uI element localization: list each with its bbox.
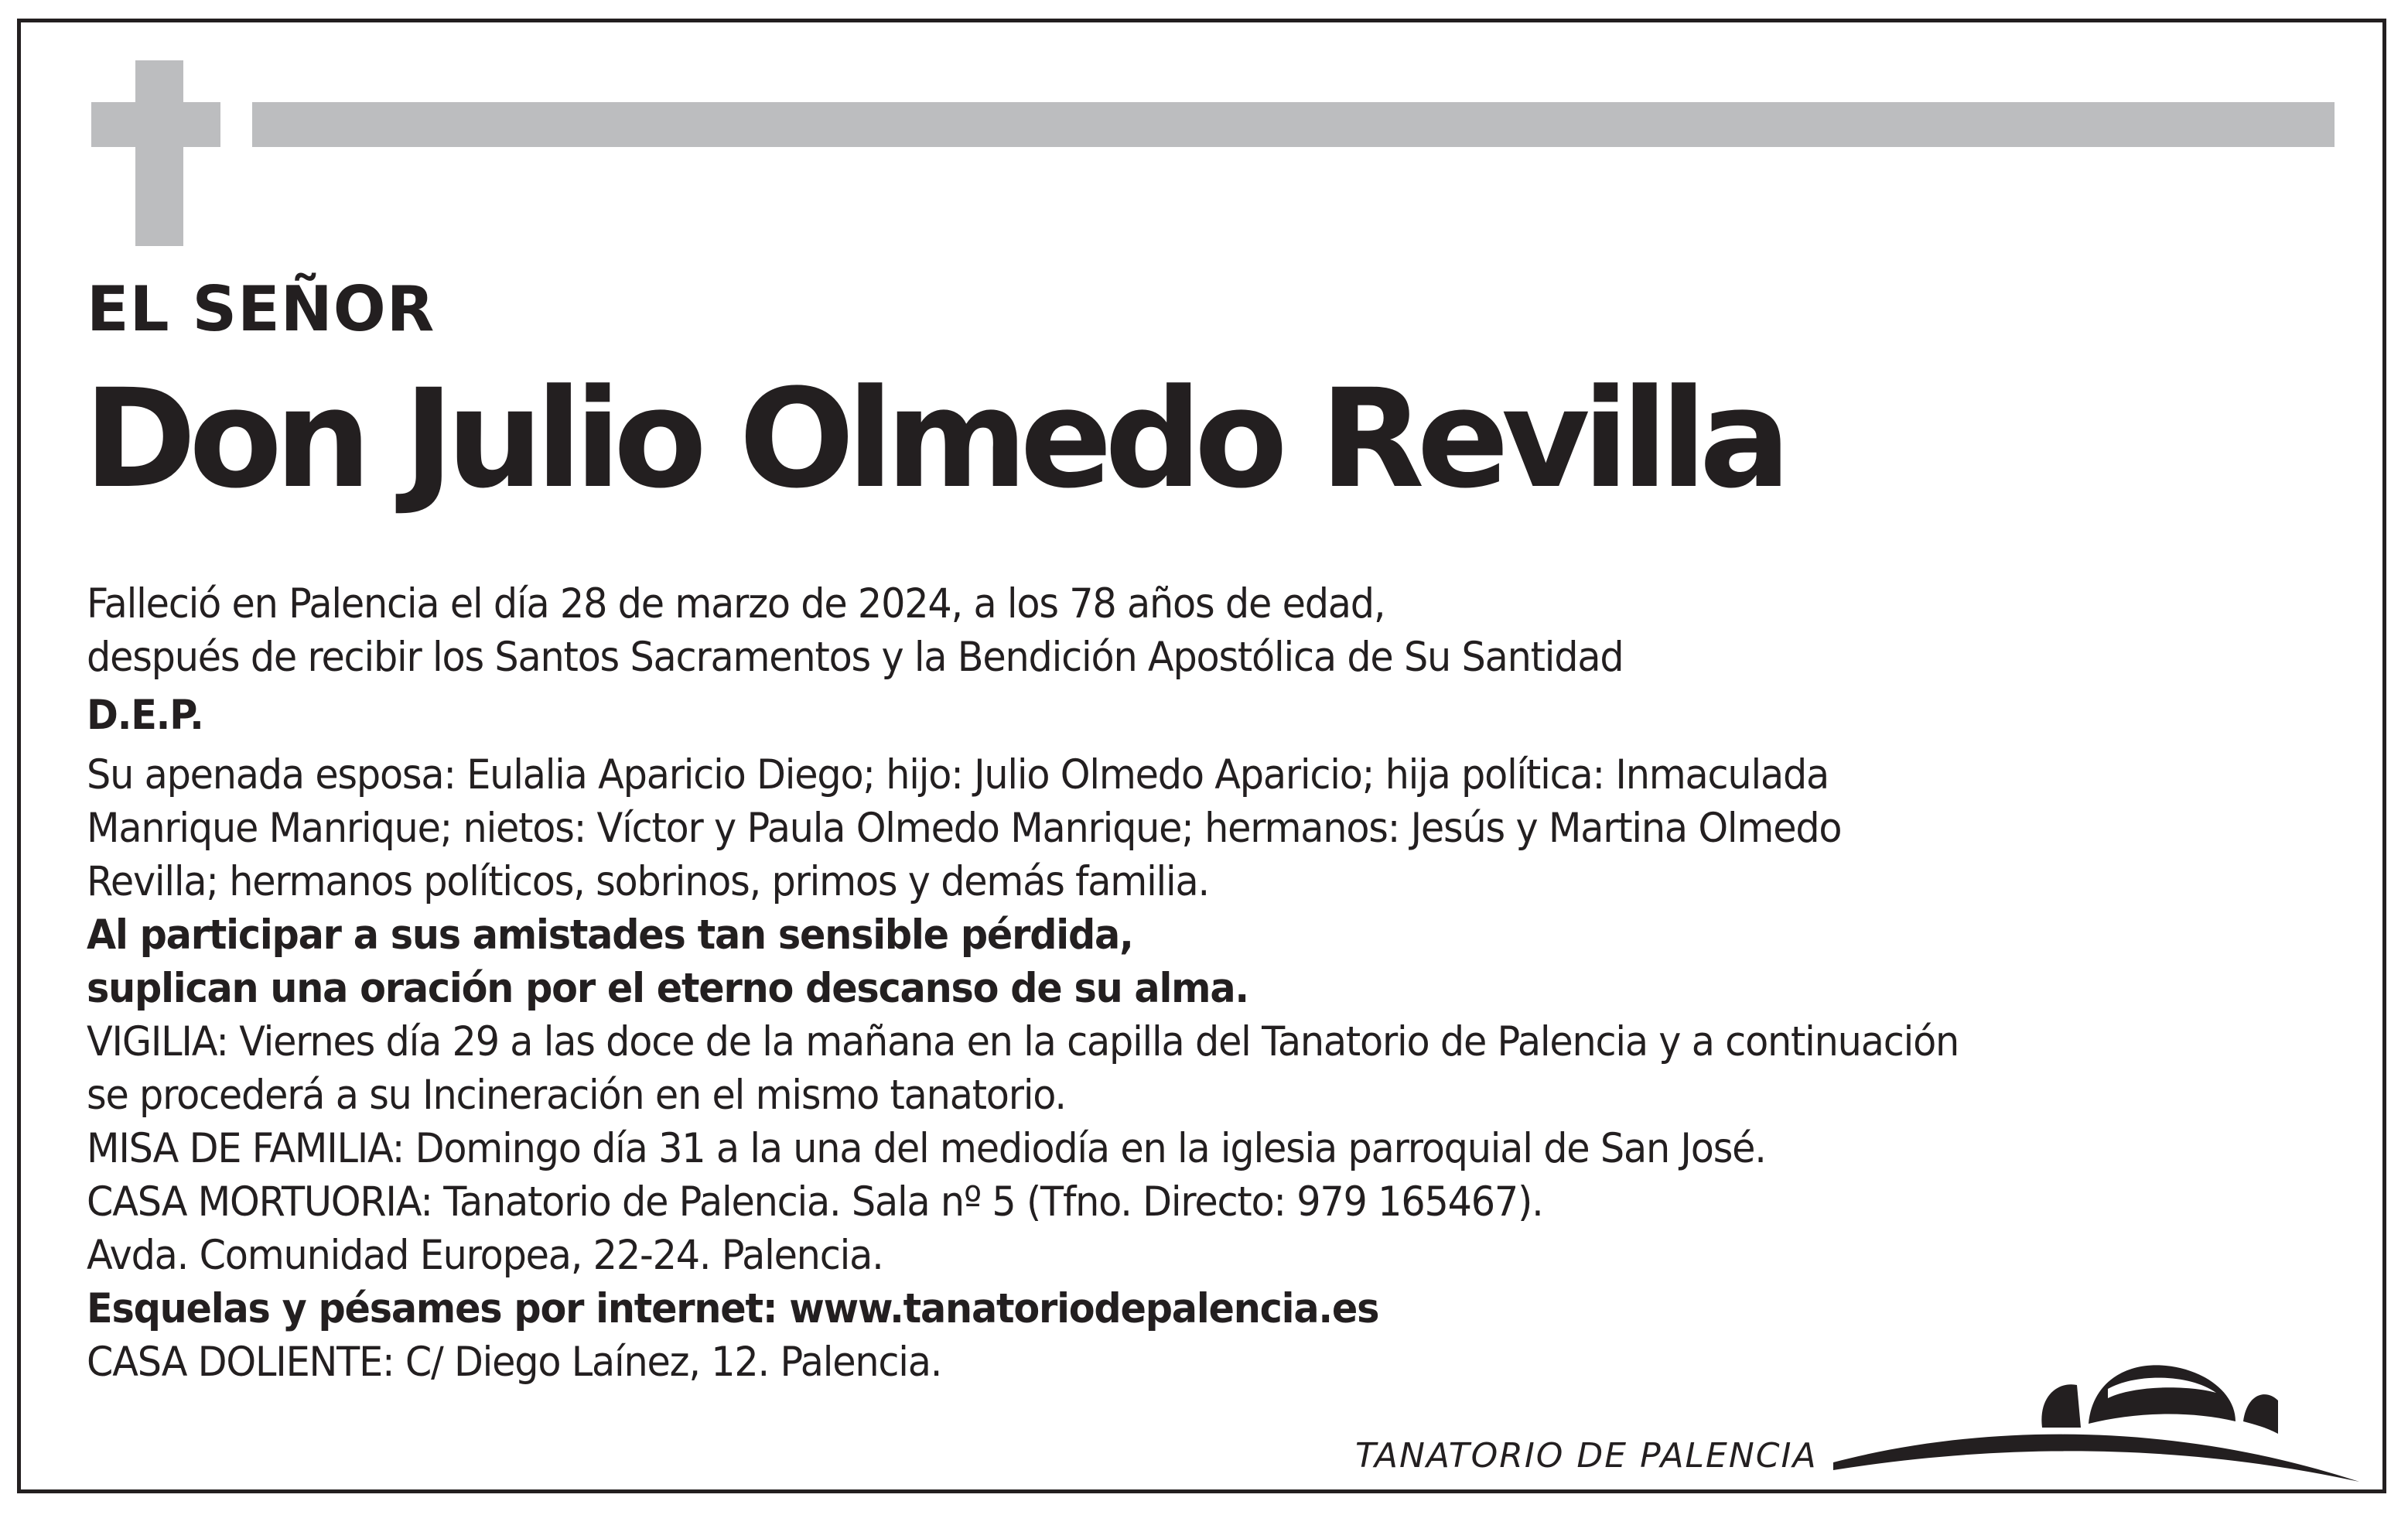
header-rule (252, 102, 2335, 147)
mass-line: MISA DE FAMILIA: Domingo día 31 a la una del mediodía en la iglesia parroquial de San José. (87, 1125, 1766, 1172)
family-line: Manrique Manrique; nietos: Víctor y Paula Olmedo Manrique; hermanos: Jesús y Martina Olmedo (87, 805, 1842, 852)
mortuary-line: CASA MORTUORIA: Tanatorio de Palencia. Sala nº 5 (Tfno. Directo: 979 165467). (87, 1178, 1543, 1226)
request-line: Al participar a sus amistades tan sensible pérdida, (87, 911, 1133, 959)
vigil-line: VIGILIA: Viernes día 29 a las doce de la mañana en la capilla del Tanatorio de Palencia y a continuación (87, 1018, 1959, 1065)
death-line: después de recibir los Santos Sacramentos y la Bendición Apostólica de Su Santidad (87, 634, 1624, 681)
grieving-home-line: CASA DOLIENTE: C/ Diego Laínez, 12. Palencia. (87, 1339, 942, 1386)
family-line: Revilla; hermanos políticos, sobrinos, primos y demás familia. (87, 858, 1209, 905)
title-prefix: EL SEÑOR (87, 273, 435, 345)
cross-icon-arm (91, 102, 220, 147)
cross-icon (135, 60, 183, 246)
logo-text: TANATORIO DE PALENCIA (1355, 1436, 1818, 1476)
dep-label: D.E.P. (87, 692, 203, 739)
death-line: Falleció en Palencia el día 28 de marzo de 2024, a los 78 años de edad, (87, 580, 1385, 628)
obituary-body (87, 577, 2173, 1389)
address-line: Avda. Comunidad Europea, 22-24. Palencia. (87, 1232, 883, 1279)
request-line: suplican una oración por el eterno descanso de su alma. (87, 965, 1248, 1012)
family-line: Su apenada esposa: Eulalia Aparicio Diego; hijo: Julio Olmedo Aparicio; hija política: Inmaculada (87, 751, 1829, 799)
internet-line: Esquelas y pésames por internet: www.tanatoriodepalencia.es (87, 1285, 1379, 1332)
deceased-name: Don Julio Olmedo Revilla (84, 360, 1784, 518)
vigil-line: se procederá a su Incineración en el mismo tanatorio. (87, 1072, 1066, 1119)
